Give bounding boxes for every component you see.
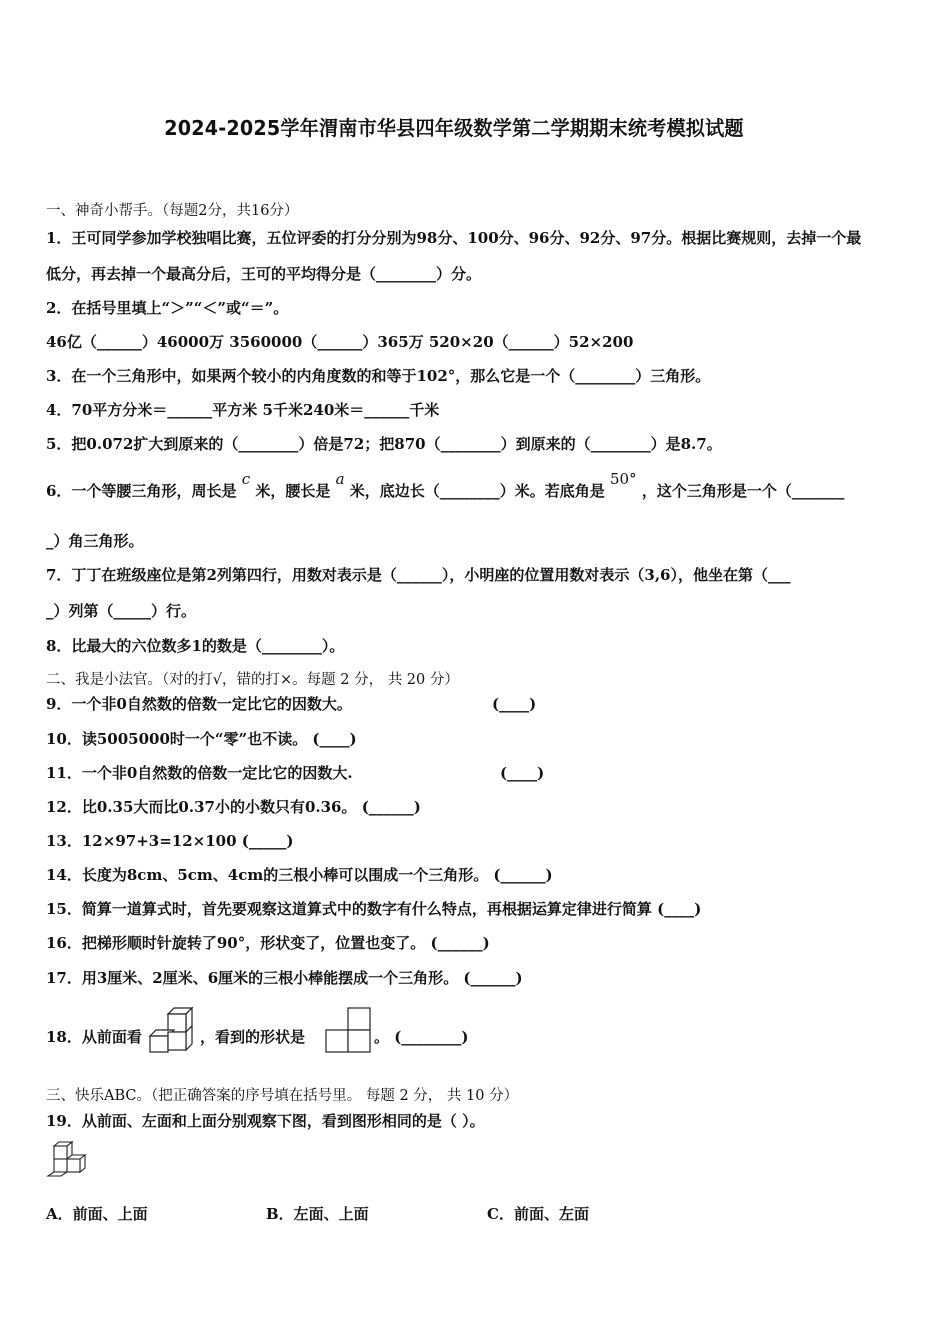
q6-text-2: 米，腰长是 [255,482,331,500]
cube-stack-figure-q18 [148,1006,194,1054]
section-3-heading: 三、快乐ABC。（把正确答案的序号填在括号里。 每题 2 分， 共 10 分） [46,1088,519,1104]
question-15: 15．简算一道算式时，首先要观察这道算式中的数字有什么特点，再根据运算定律进行简算 (____) [46,900,702,918]
question-1-line-1: 1．王可同学参加学校独唱比赛，五位评委的打分分别为98分、100分、96分、92分、97分。根据比赛规则，去掉一个最 [46,229,862,247]
q6-variable-a: a [335,470,345,488]
question-4: 4．70平方分米＝______平方米 5千米240米＝______千米 [46,401,440,419]
question-3: 3．在一个三角形中，如果两个较小的内角度数的和等于102°，那么它是一个（________）三角形。 [46,367,711,385]
section-1-heading: 一、神奇小帮手。（每题2分，共16分） [46,203,299,219]
question-18-text-3: 。 (________) [374,1028,469,1046]
front-view-shape-q18 [323,1006,373,1054]
question-12: 12．比0.35大而比0.37小的小数只有0.36。 (______) [46,798,421,816]
question-11-blank: (____) [500,764,545,782]
section-2-heading: 二、我是小法官。（对的打√，错的打×。每题 2 分， 共 20 分） [46,672,459,688]
question-18-text-2: ，看到的形状是 [200,1028,306,1046]
page-title: 2024-2025学年渭南市华县四年级数学第二学期期末统考模拟试题 [164,116,744,140]
question-1-line-2: 低分，再去掉一个最高分后，王可的平均得分是（________）分。 [46,265,482,283]
question-18-text-1: 18．从前面看 [46,1028,142,1046]
question-5: 5．把0.072扩大到原来的（________）倍是72；把870（________）到原来的（________）是8.7。 [46,435,722,453]
question-2-line-1: 2．在括号里填上“＞”“＜”或“＝”。 [46,299,289,317]
question-7-line-1: 7．丁丁在班级座位是第2列第四行，用数对表示是（______），小明座的位置用数对表示（3,6），他坐在第（___ [46,566,791,584]
question-11: 11．一个非0自然数的倍数一定比它的因数大. [46,764,353,782]
option-c: C．前面、左面 [487,1205,589,1223]
q6-text-3: 米，底边长（________）米。若底角是 [349,482,605,500]
question-14: 14．长度为8cm、5cm、4cm的三根小棒可以围成一个三角形。 (______) [46,866,553,884]
question-9: 9．一个非0自然数的倍数一定比它的因数大。 [46,695,352,713]
q6-text-1: 6．一个等腰三角形，周长是 [46,482,237,500]
question-8: 8．比最大的六位数多1的数是（________）。 [46,637,345,655]
question-16: 16．把梯形顺时针旋转了90°，形状变了，位置也变了。 (______) [46,934,490,952]
question-6-line-2: _）角三角形。 [46,532,144,550]
option-a: A．前面、上面 [46,1205,148,1223]
question-7-line-2: _）列第（_____）行。 [46,602,197,620]
q6-angle: 50° [610,470,637,488]
question-6-line-1 [46,470,845,501]
question-13: 13．12×97+3=12×100 (_____) [46,832,294,850]
question-17: 17．用3厘米、2厘米、6厘米的三根小棒能摆成一个三角形。 (______) [46,969,523,987]
q6-variable-c: c [241,470,251,488]
q6-text-4: ，这个三角形是一个（_______ [641,482,845,500]
question-2-line-2: 46亿（______）46000万 3560000（______）365万 520×20（______）52×200 [46,333,634,351]
question-9-blank: (____) [492,695,537,713]
question-19: 19．从前面、左面和上面分别观察下图，看到图形相同的是（ ）。 [46,1112,485,1130]
cube-stack-figure-q19 [46,1140,90,1182]
option-b: B．左面、上面 [266,1205,369,1223]
question-10: 10．读5005000时一个“零”也不读。 (____) [46,730,357,748]
